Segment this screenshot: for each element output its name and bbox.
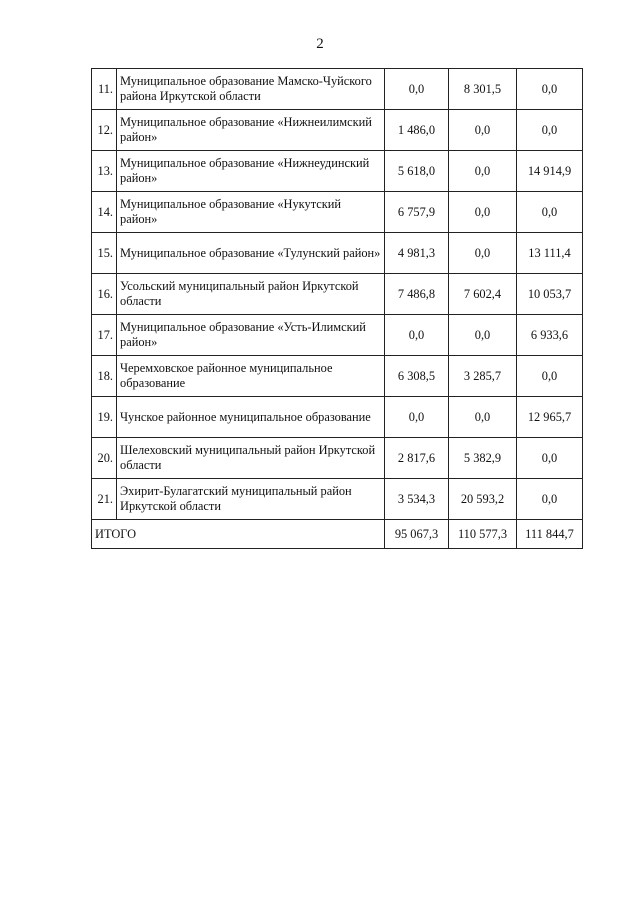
municipality-name: Муниципальное образование Мамско-Чуйского района Иркутской области [117, 69, 385, 110]
municipality-name: Муниципальное образование «Нижнеудинский район» [117, 151, 385, 192]
municipality-name: Муниципальное образование «Нукутский район» [117, 192, 385, 233]
municipality-name: Муниципальное образование «Нижнеилимский район» [117, 110, 385, 151]
value-col-3: 0,0 [517, 479, 583, 520]
value-col-3: 0,0 [517, 438, 583, 479]
value-col-1: 4 981,3 [385, 233, 449, 274]
value-col-3: 12 965,7 [517, 397, 583, 438]
municipality-name: Эхирит-Булагатский муниципальный район Иркутской области [117, 479, 385, 520]
value-col-3: 0,0 [517, 192, 583, 233]
row-number: 17. [92, 315, 117, 356]
value-col-2: 0,0 [449, 315, 517, 356]
value-col-2: 20 593,2 [449, 479, 517, 520]
row-number: 21. [92, 479, 117, 520]
municipality-name: Чунское районное муниципальное образование [117, 397, 385, 438]
value-col-2: 0,0 [449, 397, 517, 438]
table-row [92, 110, 583, 151]
municipality-name: Шелеховский муниципальный район Иркутской области [117, 438, 385, 479]
value-col-1: 0,0 [385, 397, 449, 438]
total-value-col-2: 110 577,3 [449, 520, 517, 549]
row-number: 19. [92, 397, 117, 438]
value-col-3: 0,0 [517, 69, 583, 110]
row-number: 11. [92, 69, 117, 110]
row-number: 13. [92, 151, 117, 192]
total-row [92, 520, 583, 549]
municipality-name: Муниципальное образование «Тулунский район» [117, 233, 385, 274]
value-col-2: 8 301,5 [449, 69, 517, 110]
municipality-name: Черемховское районное муниципальное образование [117, 356, 385, 397]
row-number: 14. [92, 192, 117, 233]
row-number: 16. [92, 274, 117, 315]
table-row [92, 233, 583, 274]
municipal-funding-table [91, 68, 583, 549]
table-row [92, 397, 583, 438]
municipality-name: Усольский муниципальный район Иркутской области [117, 274, 385, 315]
table-row [92, 192, 583, 233]
row-number: 12. [92, 110, 117, 151]
value-col-1: 5 618,0 [385, 151, 449, 192]
total-label: ИТОГО [92, 520, 385, 549]
row-number: 15. [92, 233, 117, 274]
value-col-3: 6 933,6 [517, 315, 583, 356]
row-number: 20. [92, 438, 117, 479]
value-col-2: 0,0 [449, 151, 517, 192]
value-col-2: 7 602,4 [449, 274, 517, 315]
table-body [92, 69, 583, 549]
table-row [92, 151, 583, 192]
value-col-2: 5 382,9 [449, 438, 517, 479]
value-col-1: 6 308,5 [385, 356, 449, 397]
value-col-1: 7 486,8 [385, 274, 449, 315]
value-col-1: 0,0 [385, 69, 449, 110]
page-number: 2 [316, 36, 324, 52]
value-col-3: 0,0 [517, 110, 583, 151]
table-row [92, 356, 583, 397]
table-row [92, 479, 583, 520]
value-col-2: 0,0 [449, 192, 517, 233]
value-col-3: 13 111,4 [517, 233, 583, 274]
table-row [92, 274, 583, 315]
value-col-2: 0,0 [449, 233, 517, 274]
value-col-1: 0,0 [385, 315, 449, 356]
table-row [92, 438, 583, 479]
value-col-1: 2 817,6 [385, 438, 449, 479]
municipality-name: Муниципальное образование «Усть-Илимский район» [117, 315, 385, 356]
value-col-2: 0,0 [449, 110, 517, 151]
table-row [92, 315, 583, 356]
value-col-2: 3 285,7 [449, 356, 517, 397]
value-col-1: 3 534,3 [385, 479, 449, 520]
total-value-col-3: 111 844,7 [517, 520, 583, 549]
value-col-3: 14 914,9 [517, 151, 583, 192]
value-col-3: 10 053,7 [517, 274, 583, 315]
row-number: 18. [92, 356, 117, 397]
table-row [92, 69, 583, 110]
value-col-1: 6 757,9 [385, 192, 449, 233]
value-col-1: 1 486,0 [385, 110, 449, 151]
value-col-3: 0,0 [517, 356, 583, 397]
total-value-col-1: 95 067,3 [385, 520, 449, 549]
